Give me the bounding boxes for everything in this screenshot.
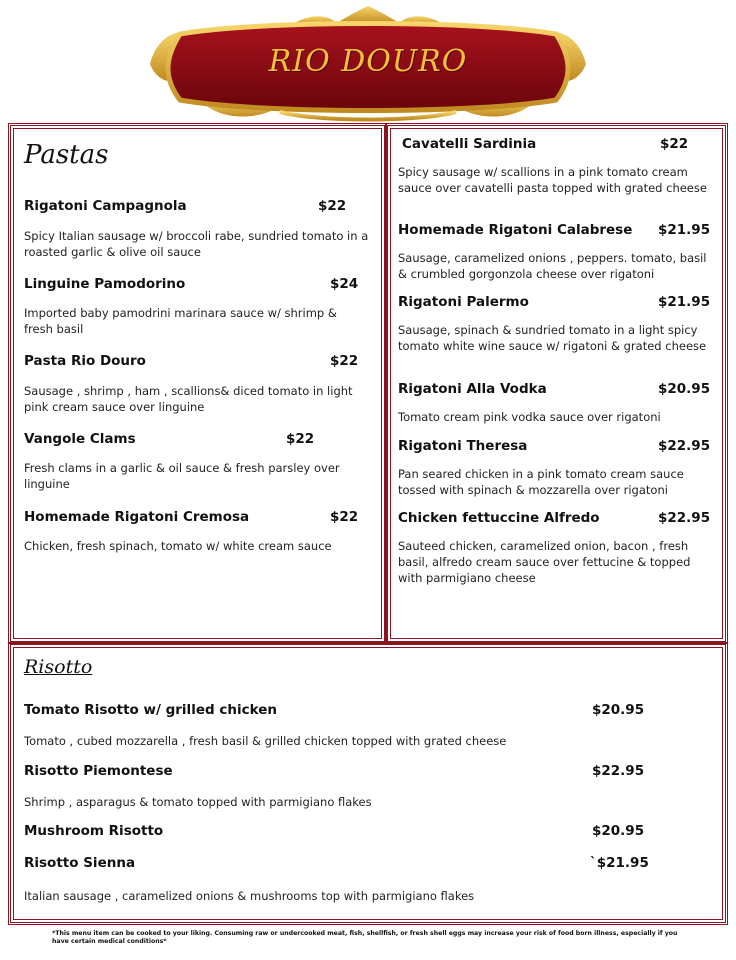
item-price: $22.95 [592, 763, 645, 779]
item-description: Spicy sausage w/ scallions in a pink tomato cream sauce over cavatelli pasta topped with grated cheese [398, 165, 707, 195]
item-name: Pasta Rio Douro [24, 353, 146, 369]
item-name: Rigatoni Alla Vodka [398, 381, 547, 397]
item-description: Sausage , shrimp , ham , scallions& diced tomato in light pink cream sauce over linguine [24, 384, 353, 414]
item-name: Chicken fettuccine Alfredo [398, 510, 600, 526]
item-description: Tomato , cubed mozzarella , fresh basil & grilled chicken topped with grated cheese [24, 734, 507, 748]
restaurant-banner [140, 4, 596, 122]
item-description: Tomato cream pink vodka sauce over rigatoni [398, 410, 661, 424]
item-description: Shrimp , asparagus & tomato topped with parmigiano flakes [24, 795, 372, 809]
item-name: Risotto Sienna [24, 855, 136, 871]
item-name: Tomato Risotto w/ grilled chicken [24, 702, 277, 718]
item-price: $22 [318, 198, 347, 214]
footnote-disclaimer: *This menu item can be cooked to your liking. Consuming raw or undercooked meat, fish, shellfish, or fresh shell eggs may increase your risk of food born illness, especially if you have certain medical conditions* [52, 930, 678, 945]
item-description: Sausage, spinach & sundried tomato in a light spicy tomato white wine sauce w/ rigatoni & grated cheese [398, 323, 707, 353]
pastas-section-title: Pastas [24, 140, 109, 170]
item-description: Sausage, caramelized onions , peppers. tomato, basil & crumbled gorgonzola cheese over rigatoni [398, 251, 707, 281]
item-price: $22 [286, 431, 315, 447]
item-name: Homemade Rigatoni Cremosa [24, 509, 250, 525]
item-description: Fresh clams in a garlic & oil sauce & fresh parsley over linguine [24, 461, 340, 491]
item-price: $21.95 [658, 222, 711, 238]
item-price: $24 [330, 276, 359, 292]
item-description: Imported baby pamodrini marinara sauce w/ shrimp & fresh basil [24, 306, 337, 336]
item-description: Pan seared chicken in a pink tomato cream sauce tossed with spinach & mozzarella over rigatoni [398, 467, 684, 497]
item-description: Italian sausage , caramelized onions & mushrooms top with parmigiano flakes [24, 889, 475, 903]
item-name: Homemade Rigatoni Calabrese [398, 222, 633, 238]
risotto-panel [8, 642, 728, 925]
item-description: Chicken, fresh spinach, tomato w/ white cream sauce [24, 539, 332, 553]
restaurant-title: RIO DOURO [268, 44, 468, 79]
item-price: $20.95 [658, 381, 711, 397]
item-price: $21.95 [658, 294, 711, 310]
item-name: Linguine Pamodorino [24, 276, 186, 292]
item-name: Rigatoni Campagnola [24, 198, 187, 214]
item-description: Sauteed chicken, caramelized onion, bacon , fresh basil, alfredo cream sauce over fettucine & topped with parmigiano cheese [398, 539, 691, 585]
item-price: $22 [330, 353, 359, 369]
item-price: $20.95 [592, 823, 645, 839]
item-name: Mushroom Risotto [24, 823, 164, 839]
risotto-section-title: Risotto [24, 656, 93, 678]
item-price: $22.95 [658, 438, 711, 454]
item-name: Risotto Piemontese [24, 763, 173, 779]
item-name: Vangole Clams [24, 431, 136, 447]
item-price: $22.95 [658, 510, 711, 526]
item-price: $22 [330, 509, 359, 525]
item-name: Cavatelli Sardinia [402, 136, 537, 152]
item-name: Rigatoni Palermo [398, 294, 529, 310]
item-price: `$21.95 [590, 855, 649, 871]
item-name: Rigatoni Theresa [398, 438, 528, 454]
item-price: $20.95 [592, 702, 645, 718]
item-description: Spicy Italian sausage w/ broccoli rabe, sundried tomato in a roasted garlic & olive oil sauce [24, 229, 369, 259]
item-price: $22 [660, 136, 689, 152]
